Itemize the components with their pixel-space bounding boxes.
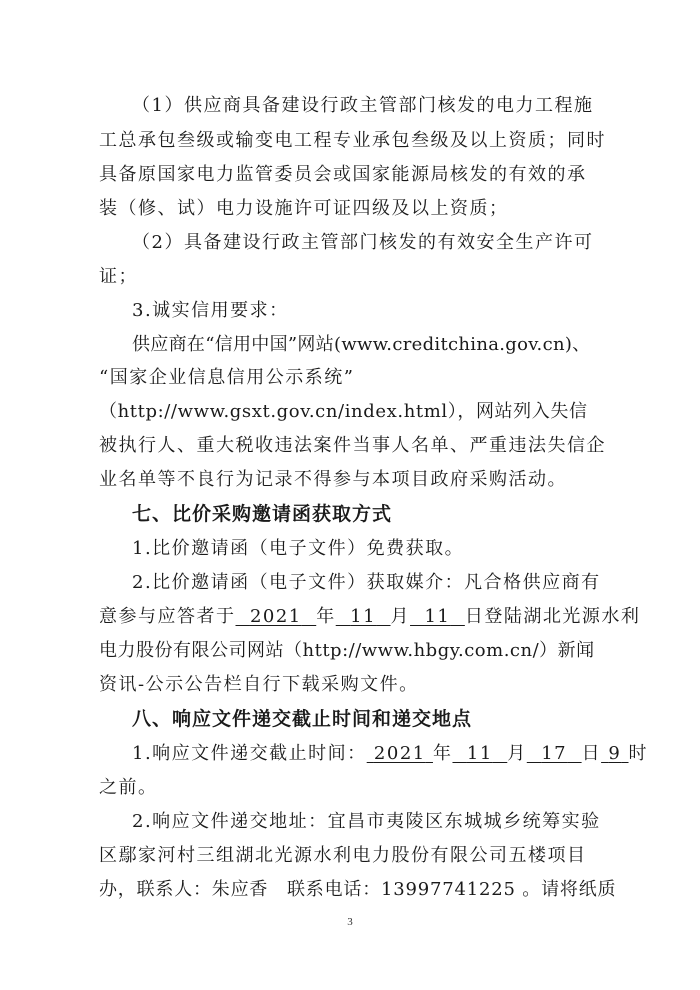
text-fragment: 月	[390, 606, 411, 627]
text-fragment: 日	[581, 743, 602, 764]
year-value: 2021	[373, 743, 426, 764]
text-line: 3.诚实信用要求：	[132, 300, 289, 321]
date-line	[99, 605, 640, 629]
month-value: 11	[350, 606, 377, 627]
deadline-line	[132, 742, 648, 766]
text-fragment: 日登陆湖北光源水利	[464, 606, 641, 627]
day-value: 11	[424, 606, 451, 627]
month-value: 11	[466, 743, 493, 764]
hour-value: 9	[608, 743, 622, 764]
page-number: 3	[347, 916, 353, 928]
text-line: 供应商在“信用中国”网站(www.creditchina.gov.cn)、	[132, 334, 591, 355]
text-line: （1）供应商具备建设行政主管部门核发的电力工程施	[132, 95, 594, 116]
text-line: 办，联系人：朱应香 联系电话：13997741225 。请将纸质	[99, 879, 617, 900]
text-line: 被执行人、重大税收违法案件当事人名单、严重违法失信企	[99, 435, 606, 456]
text-line: 资讯-公示公告栏自行下载采购文件。	[99, 674, 419, 695]
text-fragment: 意参与应答者于	[99, 606, 236, 627]
text-line: 1.比价邀请函（电子文件）免费获取。	[132, 538, 465, 559]
text-fragment: 1.响应文件递交截止时间：	[132, 743, 367, 764]
text-line: 2.响应文件递交地址：宜昌市夷陵区东城城乡统筹实验	[132, 811, 601, 832]
text-line: 证；	[99, 266, 138, 287]
text-fragment: 时	[628, 743, 649, 764]
text-line: 工总承包叁级或输变电工程专业承包叁级及以上资质；同时	[99, 130, 606, 151]
text-line: 区鄢家河村三组湖北光源水利电力股份有限公司五楼项目	[99, 845, 587, 866]
text-line: 之前。	[99, 777, 158, 798]
section-heading-7: 七、比价采购邀请函获取方式	[132, 503, 393, 525]
text-line: 装（修、试）电力设施许可证四级及以上资质；	[99, 198, 509, 219]
text-fragment: 月	[507, 743, 527, 764]
text-line: 2.比价邀请函（电子文件）获取媒介：凡合格供应商有	[132, 572, 601, 593]
day-value: 17	[541, 743, 568, 764]
year-value: 2021	[249, 606, 302, 627]
text-line: 电力股份有限公司网站（http://www.hbgy.com.cn/）新闻	[99, 640, 595, 661]
section-heading-8: 八、响应文件递交截止时间和递交地点	[132, 708, 473, 730]
text-line: “国家企业信息信用公示系统”	[99, 367, 355, 388]
text-line: 业名单等不良行为记录不得参与本项目政府采购活动。	[99, 469, 567, 490]
text-fragment: 年	[316, 606, 336, 627]
text-fragment: 年	[432, 743, 453, 764]
text-line: （http://www.gsxt.gov.cn/index.html），网站列入失信	[99, 401, 588, 422]
text-line: 具备原国家电力监管委员会或国家能源局核发的有效的承	[99, 164, 587, 185]
text-line: （2）具备建设行政主管部门核发的有效安全生产许可	[132, 232, 594, 253]
